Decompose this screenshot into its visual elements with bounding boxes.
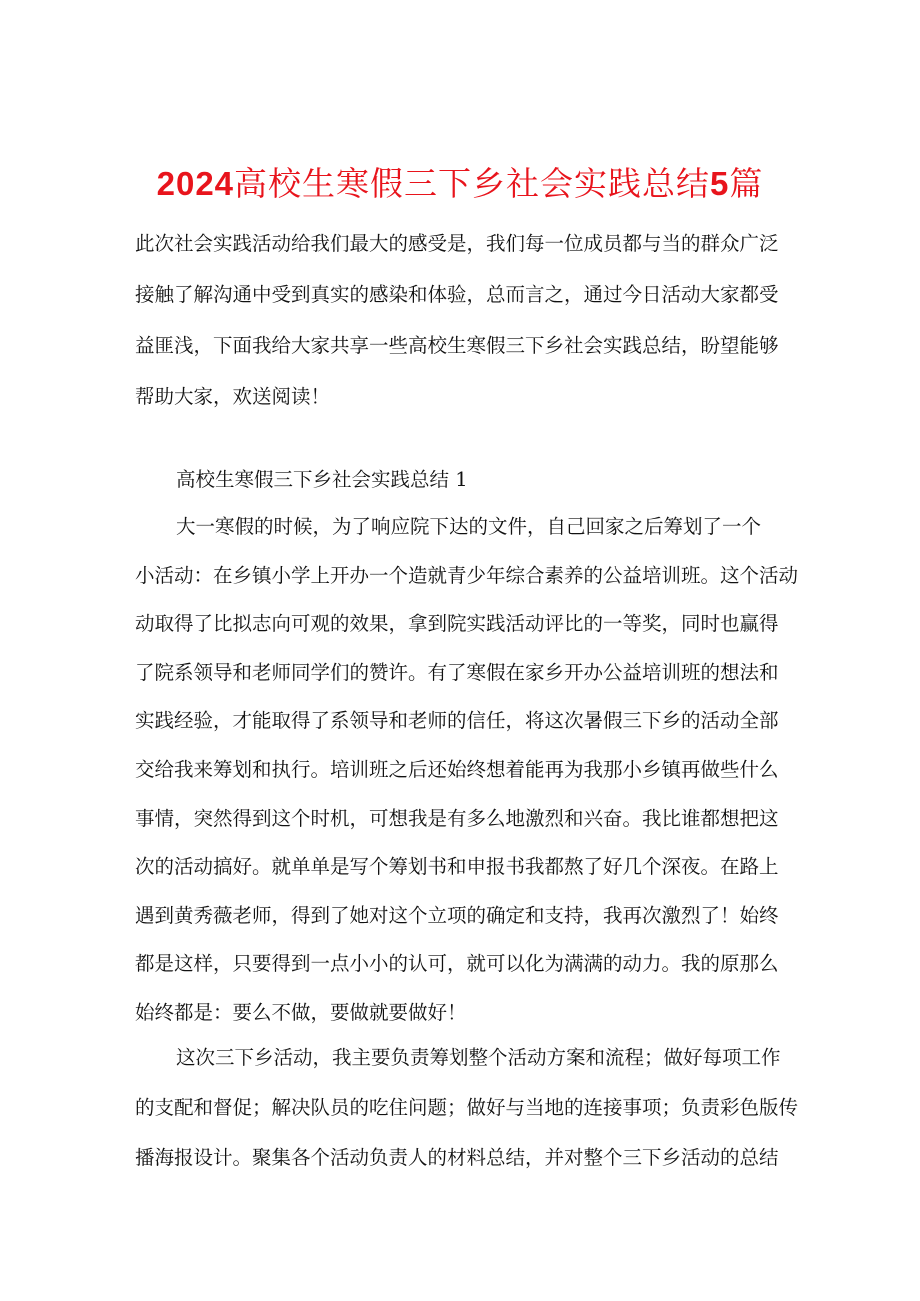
title-suffix: 篇 bbox=[729, 164, 764, 204]
intro-line: 帮助大家，欢送阅读！ bbox=[135, 385, 331, 408]
paragraph-line: 次的活动搞好。就单单是写个筹划书和申报书我都熬了好几个深夜。在路上 bbox=[135, 855, 779, 879]
intro-line: 此次社会实践活动给我们最大的感受是，我们每一位成员都与当的群众广泛 bbox=[135, 232, 779, 255]
paragraph-line: 交给我来筹划和执行。培训班之后还始终想着能再为我那小乡镇再做些什么 bbox=[135, 757, 779, 781]
intro-line: 益匪浅，下面我给大家共享一些高校生寒假三下乡社会实践总结，盼望能够 bbox=[135, 334, 779, 357]
body-paragraph-1 bbox=[135, 503, 799, 1038]
paragraph-line: 了院系领导和老师同学们的赞许。有了寒假在家乡开办公益培训班的想法和 bbox=[135, 660, 779, 684]
paragraph-line: 动取得了比拟志向可观的效果，拿到院实践活动评比的一等奖，同时也赢得 bbox=[135, 612, 779, 636]
title-count: 5 bbox=[710, 165, 730, 203]
paragraph-line: 遇到黄秀薇老师，得到了她对这个立项的确定和支持，我再次激烈了！始终 bbox=[135, 903, 779, 927]
paragraph-line: 的支配和督促；解决队员的吃住问题；做好与当地的连接事项；负责彩色版传 bbox=[135, 1096, 799, 1119]
document-title bbox=[0, 162, 920, 206]
paragraph-line: 都是这样，只要得到一点小小的认可，就可以化为满满的动力。我的原那么 bbox=[135, 952, 779, 976]
intro-line: 接触了解沟通中受到真实的感染和体验，总而言之，通过今日活动大家都受 bbox=[135, 283, 779, 306]
section-heading: 高校生寒假三下乡社会实践总结 1 bbox=[176, 468, 468, 491]
paragraph-line: 小活动：在乡镇小学上开办一个造就青少年综合素养的公益培训班。这个活动 bbox=[135, 563, 799, 587]
paragraph-line: 大一寒假的时候，为了响应院下达的文件，自己回家之后筹划了一个 bbox=[176, 515, 762, 538]
paragraph-line: 播海报设计。聚集各个活动负责人的材料总结，并对整个三下乡活动的总结 bbox=[135, 1146, 779, 1169]
paragraph-line: 事情，突然得到这个时机，可想我是有多么地激烈和兴奋。我比谁都想把这 bbox=[135, 806, 779, 830]
paragraph-line: 实践经验，才能取得了系领导和老师的信任，将这次暑假三下乡的活动全部 bbox=[135, 709, 779, 733]
paragraph-line: 这次三下乡活动，我主要负责筹划整个活动方案和流程；做好每项工作 bbox=[176, 1046, 781, 1069]
body-paragraph-2 bbox=[135, 1033, 799, 1183]
title-year: 2024 bbox=[156, 165, 235, 203]
intro-paragraph bbox=[135, 218, 795, 422]
paragraph-line: 始终都是：要么不做，要做就要做好！ bbox=[135, 1000, 467, 1024]
title-text: 高校生寒假三下乡社会实践总结 bbox=[234, 164, 711, 204]
